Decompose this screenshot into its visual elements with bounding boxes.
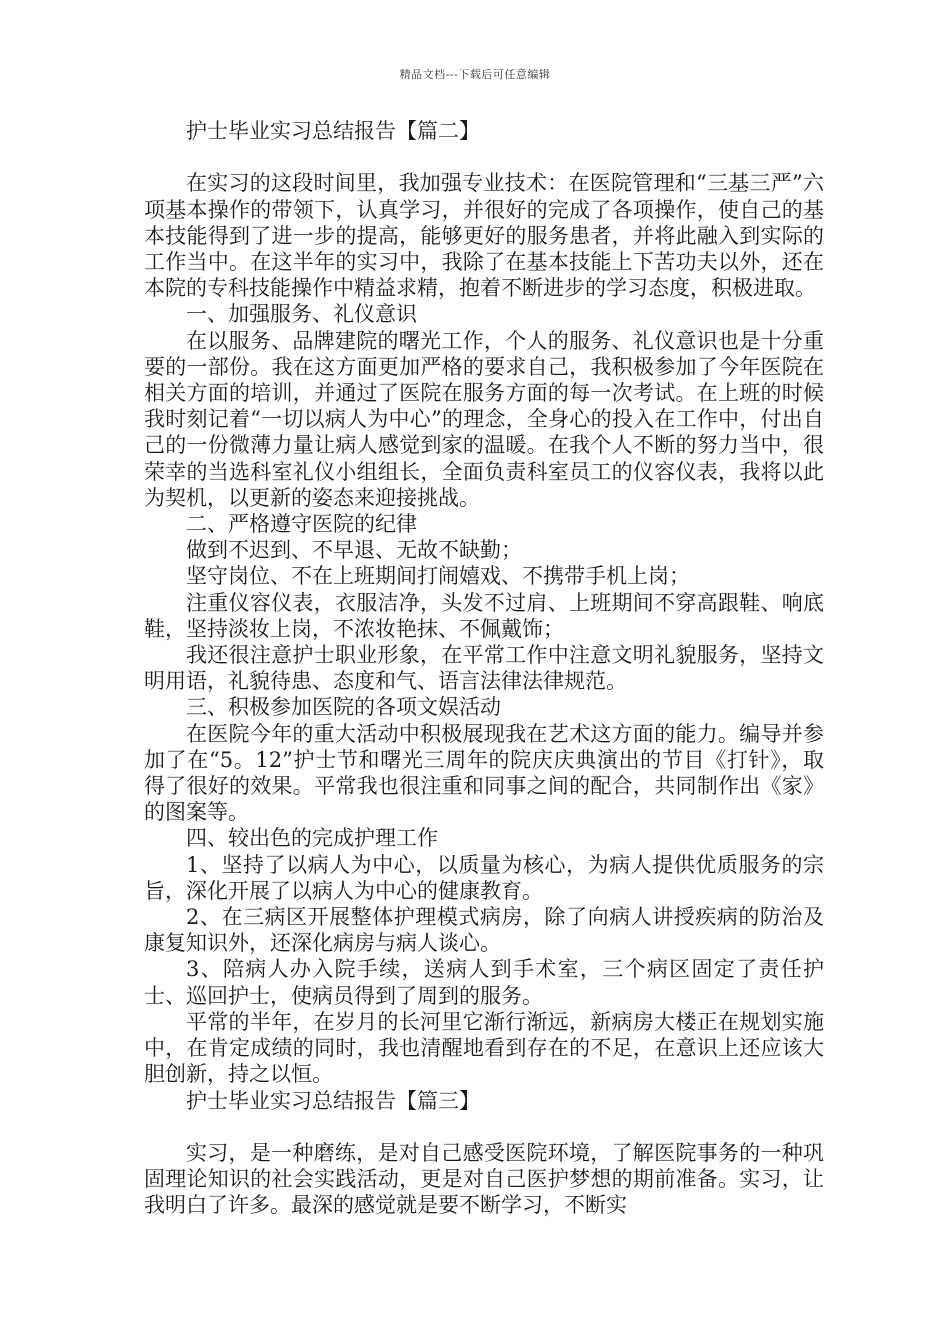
paragraph-discipline-appearance: 注重仪容仪表，衣服洁净，头发不过肩、上班期间不穿高跟鞋、响底鞋，坚持淡妆上岗，不浓妆艳抹、不佩戴饰； — [144, 590, 824, 641]
paragraph-summary: 平常的半年，在岁月的长河里它渐行渐远，新病房大楼正在规划实施中，在肯定成绩的同时，我也清醒地看到存在的不足，在意识上还应该大胆创新，持之以恒。 — [144, 1009, 824, 1087]
section-title-part3: 护士毕业实习总结报告【篇三】 — [186, 1088, 480, 1113]
intro-paragraph: 在实习的这段时间里，我加强专业技术：在医院管理和“三基三严”六项基本操作的带领下，认真学习，并很好的完成了各项操作，使自己的基本技能得到了进一步的提高，能够更好的服务患者，并将此融入到实际的工作当中。在这半年的实习中，我除了在基本技能上下苦功夫以外，还在本院的专科技能操作中精益求精，抱着不断进步的学习态度，积极进取。 — [144, 171, 824, 301]
paragraph-activities: 在医院今年的重大活动中积极展现我在艺术这方面的能力。编导并参加了在“5。12”护士节和曙光三周年的院庆庆典演出的节目《打针》，取得了很好的效果。平常我也很注重和同事之间的配合，共同制作出《家》的图案等。 — [144, 721, 824, 825]
paragraph-internship-intro: 实习，是一种磨练，是对自己感受医院环境，了解医院事务的一种巩固理论知识的社会实践活动，更是对自己医护梦想的期前准备。实习，让我明白了许多。最深的感觉就是要不断学习，不断实 — [144, 1140, 824, 1218]
heading-nursing-work: 四、较出色的完成护理工作 — [186, 826, 438, 851]
paragraph-service-etiquette: 在以服务、品牌建院的曙光工作，个人的服务、礼仪意识也是十分重要的一部份。我在这方面更加严格的要求自己，我积极参加了今年医院在相关方面的培训，并通过了医院在服务方面的每一次考试。在上班的时候我时刻记着“一切以病人为中心”的理念，全身心的投入在工作中，付出自己的一份微薄力量让病人感觉到家的温暖。在我个人不断的努力当中，很荣幸的当选科室礼仪小组组长，全面负责科室员工的仪容仪表，我将以此为契机，以更新的姿态来迎接挑战。 — [144, 328, 824, 510]
heading-service-etiquette: 一、加强服务、礼仪意识 — [186, 302, 417, 327]
blank-line — [144, 1114, 824, 1140]
paragraph-discipline-image: 我还很注意护士职业形象，在平常工作中注意文明礼貌服务，坚持文明用语，礼貌待患、态度和气、语言法律法律规范。 — [144, 643, 824, 694]
document-body — [144, 118, 824, 1219]
paragraph-nursing-3: 3、陪病人办入院手续，送病人到手术室，三个病区固定了责任护士、巡回护士，使病员得到了周到的服务。 — [144, 957, 824, 1008]
blank-line — [144, 144, 824, 170]
paragraph-nursing-1: 1、坚持了以病人为中心，以质量为核心，为病人提供优质服务的宗旨，深化开展了以病人为中心的健康教育。 — [144, 852, 824, 903]
heading-activities: 三、积极参加医院的各项文娱活动 — [186, 695, 501, 720]
heading-discipline: 二、严格遵守医院的纪律 — [186, 512, 417, 537]
section-title-part2: 护士毕业实习总结报告【篇二】 — [186, 119, 480, 143]
page-header: 精品文档---下载后可任意编辑 — [399, 68, 551, 81]
paragraph-nursing-2: 2、在三病区开展整体护理模式病房，除了向病人讲授疾病的防治及康复知识外，还深化病房与病人谈心。 — [144, 905, 824, 956]
paragraph-discipline-post: 坚守岗位、不在上班期间打闹嬉戏、不携带手机上岗； — [186, 564, 690, 589]
paragraph-discipline-attendance: 做到不迟到、不早退、无故不缺勤； — [186, 538, 522, 563]
